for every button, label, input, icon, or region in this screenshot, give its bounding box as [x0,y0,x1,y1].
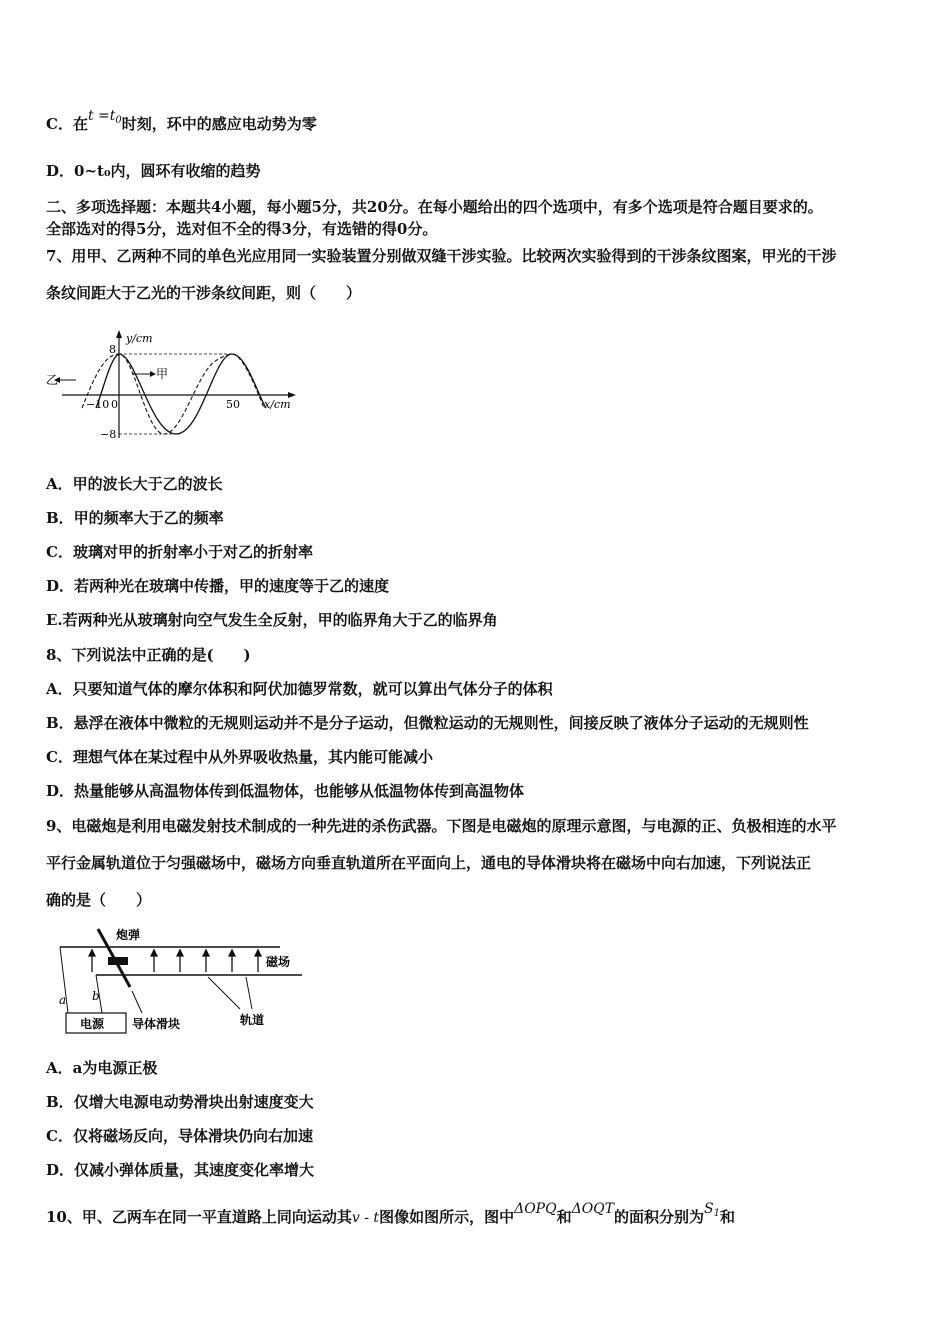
q9-option-d: D．仅减小弹体质量，其速度变化率增大 [46,1161,315,1179]
x-tick-50: 50 [226,398,240,411]
q9-option-a: A．a为电源正极 [46,1059,158,1077]
label-rail: 轨道 [240,1013,265,1027]
x-tick-neg: −10 [86,398,110,411]
q6-option-c-suffix: 时刻，环中的感应电动势为零 [121,115,317,133]
q8-option-d: D．热量能够从高温物体传到低温物体，也能够从低温物体传到高温物体 [46,782,525,800]
q8-option-c: C．理想气体在某过程中从外界吸收热量，其内能可能减小 [46,748,433,766]
q7-option-b: B．甲的频率大于乙的频率 [46,509,224,527]
q9-option-c: C．仅将磁场反向，导体滑块仍向右加速 [46,1127,313,1145]
label-shell: 炮弹 [116,928,141,942]
shell-block [108,957,128,965]
q7-stem-line2: 条纹间距大于乙光的干涉条纹间距，则（ ） [46,284,362,302]
slider-pointer [132,991,142,1013]
wave-jia [119,354,266,434]
q6-option-d: D．0~t₀内，圆环有收缩的趋势 [46,162,261,180]
rail-pointer-2 [246,977,252,1009]
label-slider: 导体滑块 [132,1017,181,1031]
q7-option-c: C．玻璃对甲的折射率小于对乙的折射率 [46,543,313,561]
label-b: b [92,989,100,1003]
q8-option-a: A．只要知道气体的摩尔体积和阿伏加德罗常数，就可以算出气体分子的体积 [46,680,553,698]
q9-stem-line3: 确的是（ ） [46,891,152,909]
q7-option-a: A．甲的波长大于乙的波长 [46,475,223,493]
q6-option-c-math: $t =t_0$ [87,108,122,126]
section2-header-line1: 二、多项选择题：本题共4小题，每小题5分，共20分。在每小题给出的四个选项中，有多个选项是符合题目要求的。 [46,198,823,216]
y-tick-top: 8 [109,343,116,356]
rail-pointer-1 [208,977,240,1009]
q10-s1: $S_1$ [704,1201,720,1219]
q7-option-e: E.若两种光从玻璃射向空气发生全反射，甲的临界角大于乙的临界角 [46,611,498,629]
q8-stem: 8、下列说法中正确的是( ) [46,646,251,664]
q6-option-c-prefix: C．在 [46,115,88,133]
q7-stem-line1: 7、用甲、乙两种不同的单色光应用同一实验装置分别做双缝干涉实验。比较两次实验得到的干涉条纹图案，甲光的干涉 [46,247,837,265]
q10-vt: v - t [351,1210,380,1226]
q10-stem: 10、甲、乙两车在同一平直道路上同向运动其v - t图像如图所示，图中ΔOPQ和ΔOQT的面积分别为$S_1$和 [46,1201,735,1226]
label-field: 磁场 [266,955,291,969]
y-tick-bottom: −8 [100,428,117,441]
y-axis-arrow [116,330,122,338]
x-tick-zero: 0 [111,398,118,411]
label-source: 电源 [80,1017,105,1031]
label-yi: 乙 [46,373,59,387]
q9-stem-line1: 9、电磁炮是利用电磁发射技术制成的一种先进的杀伤武器。下图是电磁炮的原理示意图，与电源的正、负极相连的水平 [46,817,837,835]
q10-triangle-oqt: ΔOQT [571,1201,614,1217]
q9-stem-line2: 平行金属轨道位于匀强磁场中，磁场方向垂直轨道所在平面向上，通电的导体滑块将在磁场中向右加速，下列说法正 [46,854,812,872]
q7-wave-figure [46,328,306,443]
label-a: a [59,993,67,1007]
wave-yi [82,354,264,434]
q7-option-d: D．若两种光在玻璃中传播，甲的速度等于乙的速度 [46,577,390,595]
q10-triangle-opq: ΔOPQ [514,1201,557,1217]
q9-option-b: B．仅增大电源电动势滑块出射速度变大 [46,1093,314,1111]
y-axis-label: y/cm [126,332,153,345]
q9-railgun-figure [50,925,310,1040]
section2-header-line2: 全部选对的得5分，选对但不全的得3分，有选错的得0分。 [46,220,438,238]
q8-option-b: B．悬浮在液体中微粒的无规则运动并不是分子运动，但微粒运动的无规则性，间接反映了液体分子运动的无规则性 [46,714,809,732]
x-axis-label: x/cm [264,398,291,411]
label-jia: 甲 [156,367,169,381]
q6-option-c [46,108,317,137]
